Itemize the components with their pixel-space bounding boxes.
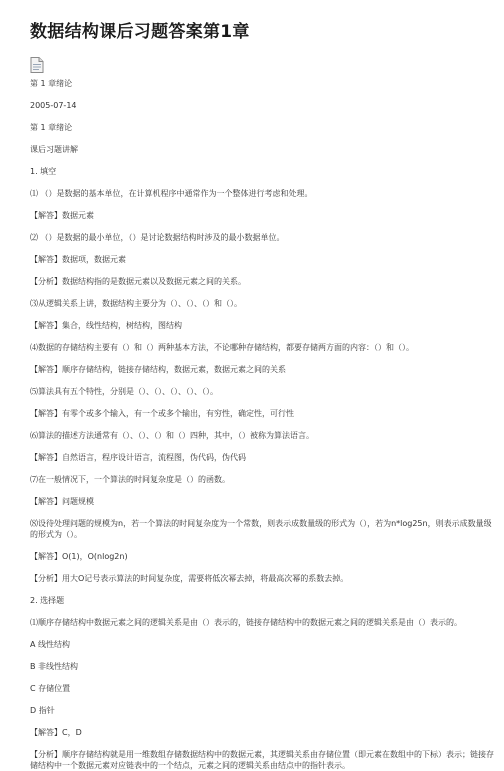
page-title: 数据结构课后习题答案第1章 bbox=[30, 22, 250, 42]
paragraph: 第 1 章绪论 bbox=[30, 123, 73, 132]
paragraph: ⑶从逻辑关系上讲，数据结构主要分为（）、（）、（）和（）。 bbox=[30, 299, 242, 308]
paragraph: ⑵ （）是数据的最小单位，（）是讨论数据结构时涉及的最小数据单位。 bbox=[30, 233, 285, 242]
paragraph: ⑺在一般情况下，一个算法的时间复杂度是（）的函数。 bbox=[30, 475, 230, 484]
paragraph: 【解答】有零个或多个输入，有一个或多个输出，有穷性，确定性，可行性 bbox=[30, 409, 294, 418]
document-icon bbox=[30, 57, 44, 73]
paragraph: 【解答】O(1)，O(nlog2n) bbox=[30, 552, 128, 561]
paragraph: ⑻设待处理问题的规模为n，若一个算法的时间复杂度为一个常数，则表示成数量级的形式为（），若为n*log25n，则表示成数量级的形式为（）。 bbox=[30, 519, 492, 539]
paragraph: ⑸算法具有五个特性，分别是（）、（）、（）、（）、（）。 bbox=[30, 387, 218, 396]
paragraph: 【解答】集合，线性结构，树结构，图结构 bbox=[30, 321, 182, 330]
paragraph: A 线性结构 bbox=[30, 640, 71, 649]
paragraph: ⑴ （）是数据的基本单位，在计算机程序中通常作为一个整体进行考虑和处理。 bbox=[30, 189, 313, 198]
paragraph: 【解答】数据元素 bbox=[30, 211, 94, 220]
paragraph: B 非线性结构 bbox=[30, 662, 79, 671]
paragraph: 【解答】C，D bbox=[30, 728, 82, 737]
paragraph: 【分析】数据结构指的是数据元素以及数据元素之间的关系。 bbox=[30, 277, 246, 286]
paragraph: ⑴顺序存储结构中数据元素之间的逻辑关系是由（）表示的，链接存储结构中的数据元素之间的逻辑关系是由（）表示的。 bbox=[30, 618, 462, 627]
paragraph: 【分析】用大O记号表示算法的时间复杂度，需要将低次幂去掉，将最高次幂的系数去掉。 bbox=[30, 574, 349, 583]
paragraph: 【解答】自然语言，程序设计语言，流程图，伪代码，伪代码 bbox=[30, 453, 246, 462]
paragraph: 2005-07-14 bbox=[30, 101, 77, 110]
paragraph: 1. 填空 bbox=[30, 167, 57, 176]
paragraph: 第 1 章绪论 bbox=[30, 79, 73, 88]
paragraph: D 指针 bbox=[30, 706, 55, 715]
paragraph: C 存储位置 bbox=[30, 684, 71, 693]
paragraph: 【解答】顺序存储结构，链接存储结构，数据元素，数据元素之间的关系 bbox=[30, 365, 286, 374]
paragraph: 【解答】问题规模 bbox=[30, 497, 94, 506]
paragraph: ⑹算法的描述方法通常有（）、（）、（）和（）四种，其中，（）被称为算法语言。 bbox=[30, 431, 314, 440]
paragraph: 2. 选择题 bbox=[30, 596, 65, 605]
paragraph: 【分析】顺序存储结构就是用一维数组存储数据结构中的数据元素，其逻辑关系由存储位置（即元素在数组中的下标）表示；链接存储结构中一个数据元素对应链表中的一个结点，元素之间的逻辑关系由结点中的指针表示。 bbox=[30, 750, 494, 770]
paragraph: 【解答】数据项，数据元素 bbox=[30, 255, 126, 264]
article-body bbox=[30, 78, 494, 771]
paragraph: ⑷数据的存储结构主要有（）和（）两种基本方法，不论哪种存储结构，都要存储两方面的内容：（）和（）。 bbox=[30, 343, 414, 352]
paragraph: 课后习题讲解 bbox=[30, 145, 78, 154]
